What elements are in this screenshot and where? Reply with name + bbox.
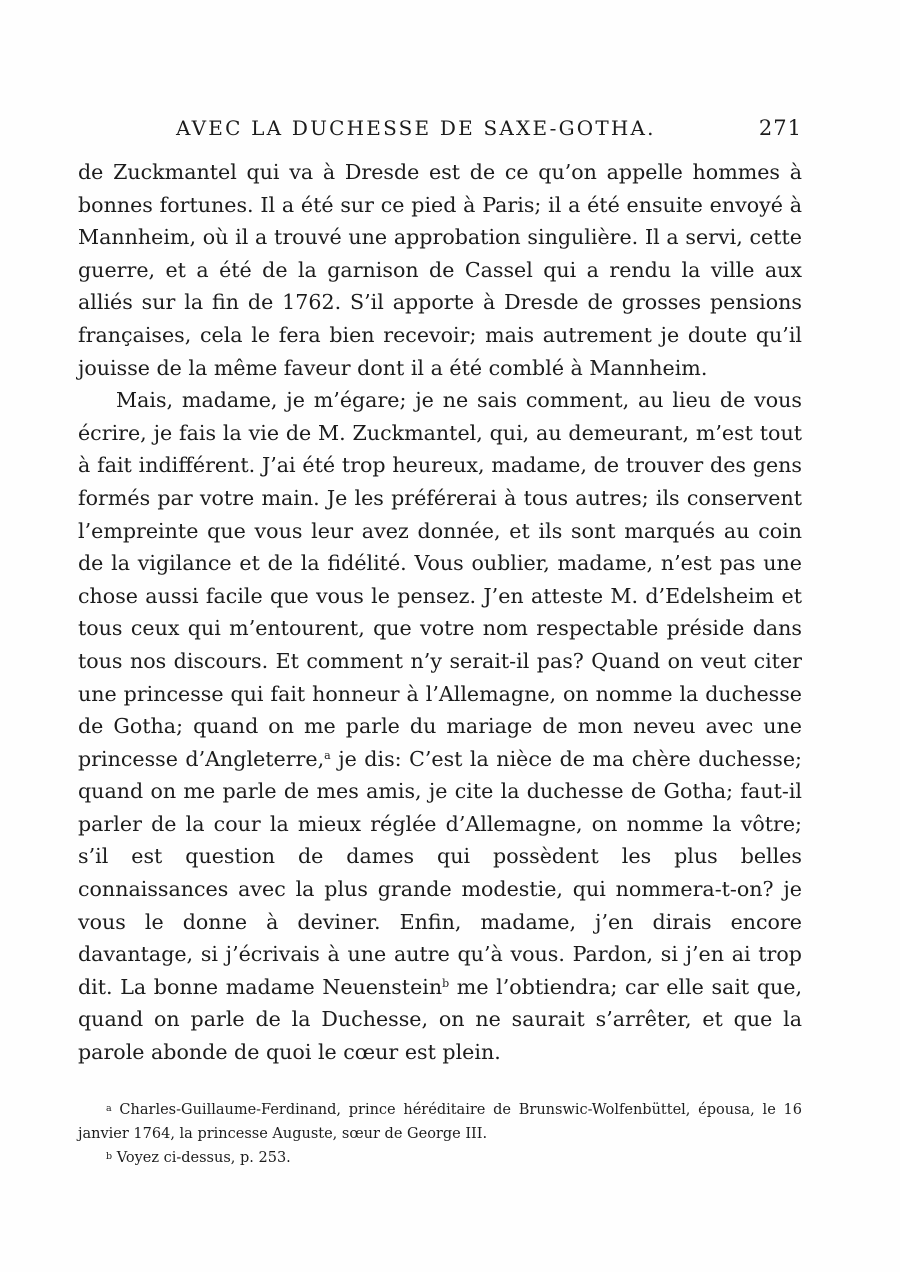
footnote-text-b: Voyez ci-dessus, p. 253. [112,1150,291,1166]
paragraph-1: de Zuckmantel qui va à Dresde est de ce qu’on appelle hommes à bonnes fortunes. Il a été sur ce pied à Paris; il a été ensuite envoyé à Mannheim, où il a trouvé une approbation singulière. Il a servi, cette guerre, et a été de la garnison de Cassel qui a rendu la ville aux alliés sur la fin de 1762. S’il apporte à Dresde de grosses pensions françaises, cela le fera bien recevoir; mais autrement je doute qu’il jouisse de la même faveur dont il a été comblé à Mannheim. [78,160,802,380]
footnotes [78,1098,802,1170]
footnote-a [78,1098,802,1146]
paragraph-2-part-1: Mais, madame, je m’égare; je ne sais comment, au lieu de vous écrire, je fais la vie de M. Zuckmantel, qui, au demeurant, m’est tout à fait indifférent. J’ai été trop heureux, madame, de trouver des gens formés par votre main. Je les préférerai à tous autres; ils conservent l’empreinte que vous leur avez donnée, et ils sont marqués au coin de la vigilance et de la fidélité. Vous oublier, madame, n’est pas une chose aussi facile que vous le pensez. J’en atteste M. d’Edelsheim et tous ceux qui m’entourent, que votre nom respectable préside dans tous nos discours. Et comment n’y serait-il pas? Quand on veut citer une princesse qui fait honneur à l’Allemagne, on nomme la duchesse de Gotha; quand on me parle du mariage de mon neveu avec une princesse d’Angleterre, [78,388,802,771]
running-header [78,116,802,146]
footnote-marker-a: a [106,1103,112,1114]
paragraph-2 [78,384,802,1068]
page-number: 271 [758,116,802,140]
footnote-ref-b[interactable]: b [442,976,450,990]
footnote-text-a: Charles-Guillaume-Ferdinand, prince héréditaire de Brunswic-Wolfenbüttel, épousa, le 16 janvier 1764, la princesse Auguste, sœur de George III. [78,1102,802,1142]
running-title: AVEC LA DUCHESSE DE SAXE-GOTHA. [176,116,656,140]
body-text [78,156,802,1069]
footnote-b [78,1146,802,1170]
paragraph-2-part-3: me l’obtiendra; car elle sait que, quand on parle de la Duchesse, on ne saurait s’arrêter, et que la parole abonde de quoi le cœur est plein. [78,974,802,1065]
paragraph-2-part-2: je dis: C’est la nièce de ma chère duchesse; quand on me parle de mes amis, je cite la duchesse de Gotha; faut-il parler de la cour la mieux réglée d’Allemagne, on nomme la vôtre; s’il est question de dames qui possèdent les plus belles connaissances avec la plus grande modestie, qui nommera-t-on? je vous le donne à deviner. Enfin, madame, j’en dirais encore davantage, si j’écrivais à une autre qu’à vous. Pardon, si j’en ai trop dit. La bonne madame Neuenstein [78,746,802,999]
footnote-ref-a[interactable]: a [324,748,331,762]
footnote-marker-b: b [106,1151,113,1162]
